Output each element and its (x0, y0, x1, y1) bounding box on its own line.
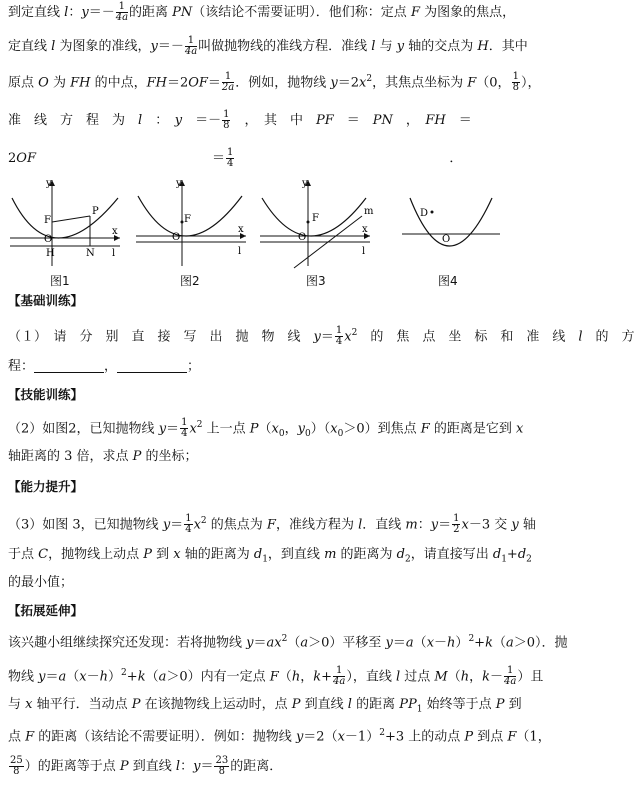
line-m-label: m (364, 206, 374, 217)
point-P-label: P (92, 206, 99, 217)
line-l-label: l (362, 246, 366, 257)
point-N-label: N (86, 248, 95, 259)
point-O-label: O (44, 234, 53, 245)
point-F-label: F (184, 214, 191, 225)
figure-4-caption: 图4 (438, 274, 458, 288)
fraction: $\frac{1}{4}$ (335, 325, 343, 348)
figure-3-caption: 图3 (306, 274, 326, 288)
section-extend-title: 【拓展延伸】 (8, 603, 84, 618)
figure-2-caption: 图2 (180, 274, 200, 288)
figure-1-caption: 图1 (50, 274, 70, 288)
fraction: $\frac{1}{4}$ (226, 147, 234, 169)
figure-4 (396, 176, 504, 268)
question-4-line-5: $\frac{25}{8}$ ）的距离等于点 P 到直线 l：y＝ $\frac{23}{8}$ 的距离． (10, 755, 283, 777)
figure-1 (8, 176, 126, 268)
fraction: $\frac{1}{2a}$ (221, 71, 235, 94)
axis-x-label: x (112, 226, 118, 237)
question-3-line-3: 的最小值； (8, 575, 74, 590)
figure-2 (134, 176, 252, 268)
fraction: $\frac{23}{8}$ (215, 755, 229, 777)
axis-x-label: x (238, 224, 244, 235)
question-4-line-3: 与 x 轴平行．当动点 P 在该抛物线上运动时，点 P 到直线 l 的距离 $PP_1$ 始终等于点 P 到 (8, 697, 522, 715)
axis-x-label: x (362, 224, 368, 235)
point-F-label: F (44, 215, 51, 226)
fraction: $\frac{1}{8}$ (223, 109, 230, 131)
figure-row (0, 176, 508, 286)
fraction: $\frac{1}{4}$ (181, 417, 188, 440)
point-H-label: H (46, 248, 55, 259)
intro-line-2: 定直线 l 为图象的准线，y＝－ $\frac{1}{4a}$ 叫做抛物线的准线方程．准线 l 与 y 轴的交点为 H．其中 (8, 35, 528, 57)
question-3-line-1: （3）如图 3，已知抛物线 y＝ $\frac{1}{4}$ $x^2$ 的焦点为 F，准线方程为 l．直线 m：y＝ $\frac{1}{2}$ x－3 交 y 轴 (8, 513, 536, 536)
question-2-line-1: （2）如图2，已知抛物线 y＝ $\frac{1}{4}$ $x^2$ 上一点 $P(x_0$，$y_0)(x_0>0)$到焦点 F 的距离是它到 x (8, 417, 524, 440)
fraction: $\frac{25}{8}$ (10, 755, 23, 777)
question-3-line-2: 于点 C，抛物线上动点 P 到 x 轴的距离为 $d_1$，到直线 m 的距离为 $d_2$，请直接写出 $d_1+d_2$ (8, 547, 532, 565)
section-basic-title: 【基础训练】 (8, 293, 84, 308)
fraction: $\frac{1}{4a}$ (184, 35, 198, 57)
point-O-label: O (442, 234, 451, 245)
fraction: $\frac{1}{4}$ (185, 513, 192, 536)
section-ability-title: 【能力提升】 (8, 479, 84, 494)
question-1-line-1: （１） 请 分 别 直 接 写 出 抛 物 线 y＝ $\frac{1}{4}$ $x^2$ 的 焦 点 坐 标 和 准 线 l 的 方 (8, 325, 635, 348)
point-O-label: O (172, 232, 181, 243)
question-1-line-2: 程： ， ； (8, 359, 201, 374)
answer-blank-directrix[interactable] (117, 360, 187, 373)
figure-3 (258, 176, 378, 268)
axis-y-label: y (302, 178, 308, 189)
question-4-line-2: 物线 $y=a(x-h)^2+k(a>0)$内有一定点 F（h，k+ $\frac{1}{4a}$ ），直线 l 过点 M（h，k－ $\frac{1}{4a}$ ）且 (8, 665, 544, 688)
fraction: $\frac{1}{4a}$ (333, 665, 346, 688)
fraction: $\frac{1}{2}$ (453, 513, 460, 536)
axis-y-label: y (176, 178, 182, 189)
answer-blank-focus[interactable] (34, 360, 104, 373)
question-2-line-2: 轴距离的 3 倍，求点 P 的坐标； (8, 449, 198, 464)
fraction: $\frac{1}{8}$ (512, 71, 519, 94)
question-4-line-4: 点 F 的距离（该结论不需要证明）．例如：抛物线 $y=2(x-1)^2+3$ 上的动点 P 到点 F（1， (8, 728, 551, 745)
point-D-label: D (420, 208, 429, 219)
intro-line-3: 原点 O 为 FH 的中点，FH＝2OF＝ $\frac{1}{2a}$ ．例如，抛物线 $y=2x^2$，其焦点坐标为 F（0， $\frac{1}{8}$ ）， (8, 71, 541, 94)
intro-line-4: 准 线 方 程 为 l ： y ＝－ $\frac{1}{8}$ ， 其 中 PF ＝ PN ， FH ＝ (8, 109, 472, 131)
intro-line-1: 到定直线 l：y＝－ $\frac{1}{4a}$ 的距离 PN（该结论不需要证明）．他们称：定点 F 为图象的焦点， (8, 1, 516, 23)
question-4-line-1: 该兴趣小组继续探究还发现：若将抛物线 $y=ax^2(a>0)$平移至 $y=a(x-h)^2+k(a>0)$．抛 (8, 634, 568, 651)
point-O-label: O (298, 232, 307, 243)
line-l-label: l (238, 246, 242, 257)
intro-line-5: 2OF ＝ $\frac{1}{4}$ ． (8, 147, 463, 169)
axis-y-label: y (46, 178, 52, 189)
fraction: $\frac{1}{4a}$ (504, 665, 517, 688)
section-skill-title: 【技能训练】 (8, 387, 84, 402)
fraction: $\frac{1}{4a}$ (115, 1, 129, 23)
line-l-label: l (112, 248, 116, 259)
point-F-label: F (312, 213, 319, 224)
